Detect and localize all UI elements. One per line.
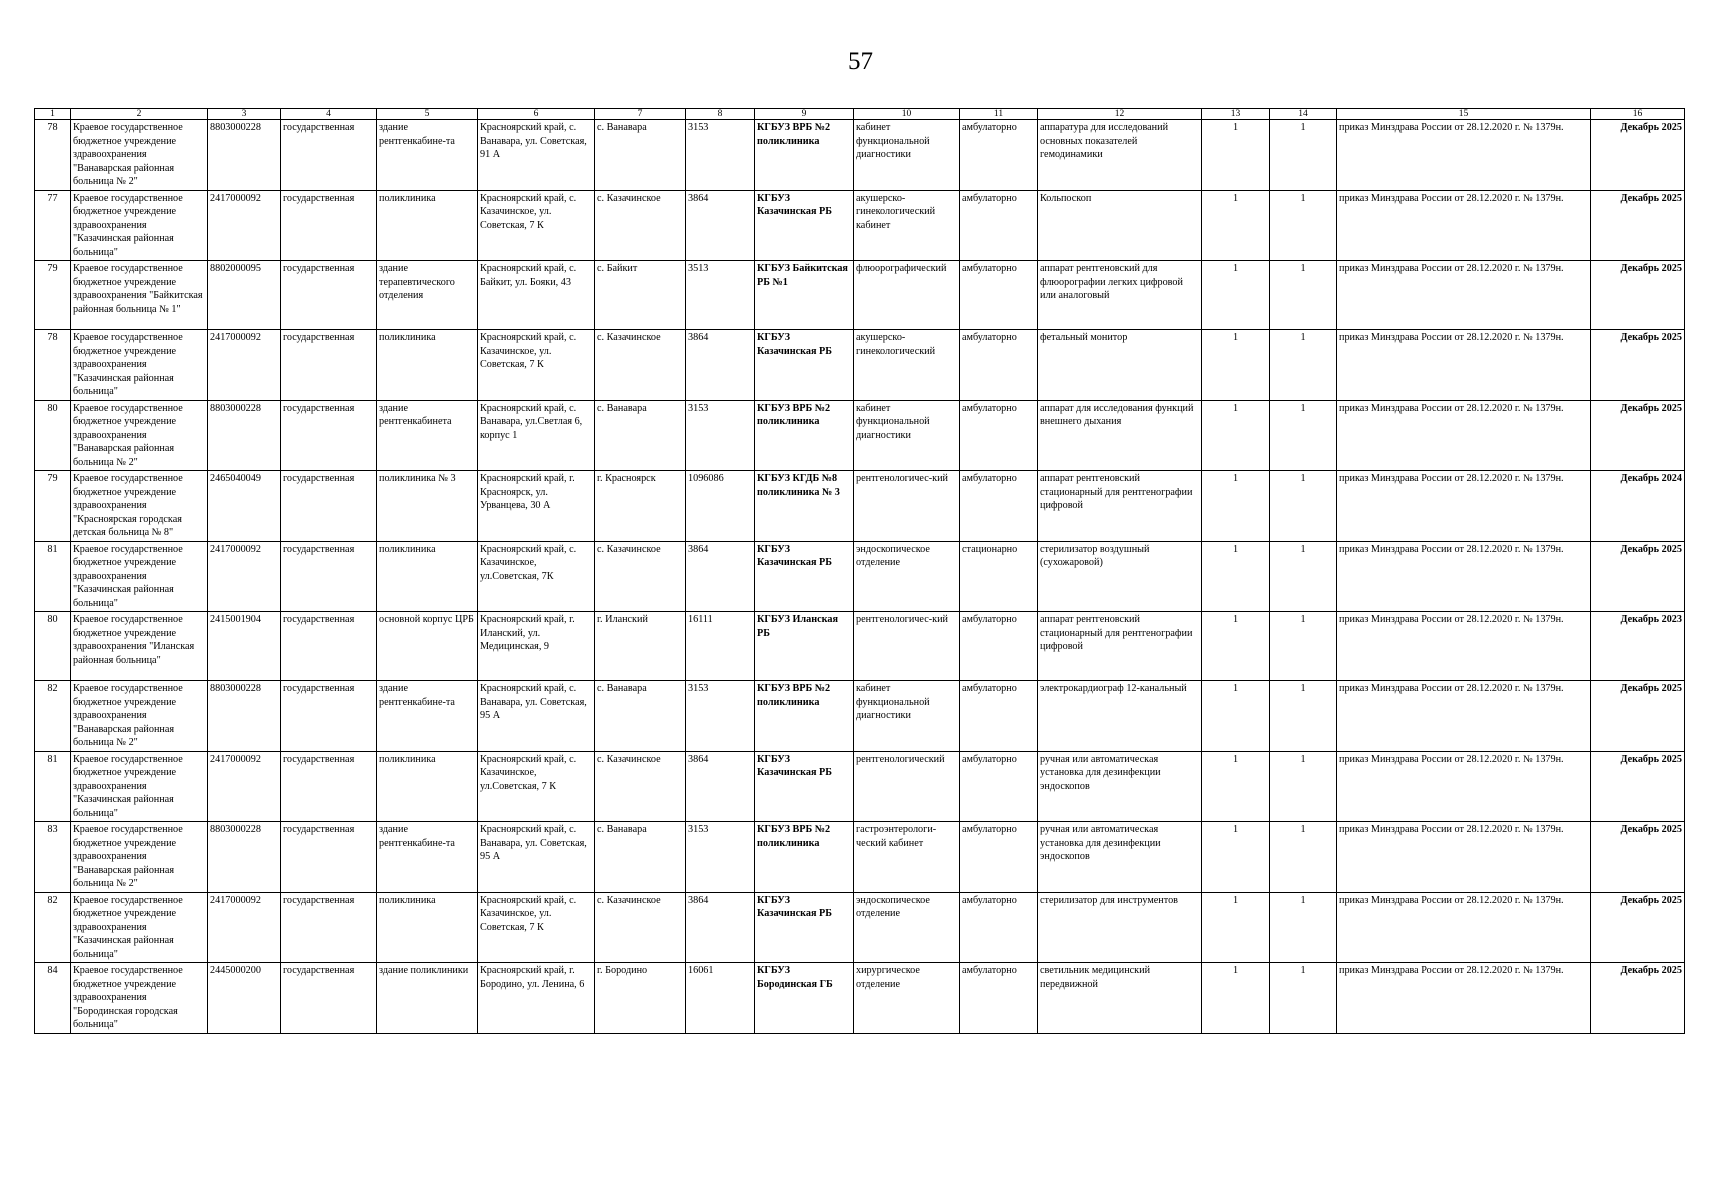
regulation-cell: приказ Минздрава России от 28.12.2020 г. № 1379н. — [1337, 963, 1591, 1034]
deadline-cell: Декабрь 2025 — [1591, 190, 1685, 261]
equipment-cell: ручная или автоматическая установка для дезинфекции эндоскопов — [1038, 751, 1202, 822]
quantity-14-cell: 1 — [1270, 822, 1337, 893]
quantity-13-cell: 1 — [1202, 963, 1270, 1034]
column-number-header — [35, 109, 1685, 120]
deadline-cell: Декабрь 2024 — [1591, 471, 1685, 542]
facility-cell: КГБУЗ ВРБ №2 поликлиника — [755, 120, 854, 191]
settlement-cell: с. Казачинское — [595, 190, 686, 261]
equipment-cell: аппарат рентгеновский стационарный для рентгенографии цифровой — [1038, 612, 1202, 681]
equipment-cell: аппарат для исследования функций внешнего дыхания — [1038, 400, 1202, 471]
ownership-form-cell: государственная — [281, 822, 377, 893]
care-type-cell: амбулаторно — [960, 330, 1038, 401]
quantity-14-cell: 1 — [1270, 681, 1337, 752]
facility-cell: КГБУЗ Казачинская РБ — [755, 751, 854, 822]
equipment-cell: аппарат рентгеновский для флюорографии легких цифровой или аналоговый — [1038, 261, 1202, 330]
ownership-form-cell: государственная — [281, 751, 377, 822]
column-number-2: 2 — [71, 109, 208, 120]
inn-code-cell: 8803000228 — [208, 400, 281, 471]
column-number-10: 10 — [854, 109, 960, 120]
department-cell: хирургическое отделение — [854, 963, 960, 1034]
facility-cell: КГБУЗ КГДБ №8 поликлиника № 3 — [755, 471, 854, 542]
settlement-cell: с. Казачинское — [595, 892, 686, 963]
inn-code-cell: 2417000092 — [208, 190, 281, 261]
table-row — [35, 330, 1685, 401]
ownership-form-cell: государственная — [281, 120, 377, 191]
row-number-cell: 82 — [35, 892, 71, 963]
department-cell: акушерско-гинекологический кабинет — [854, 190, 960, 261]
address-cell: Красноярский край, с. Ванавара, ул. Советская, 91 А — [478, 120, 595, 191]
table-row — [35, 751, 1685, 822]
deadline-cell: Декабрь 2025 — [1591, 330, 1685, 401]
address-cell: Красноярский край, с. Казачинское, ул.Советская, 7 К — [478, 751, 595, 822]
address-cell: Красноярский край, с. Ванавара, ул. Советская, 95 А — [478, 822, 595, 893]
quantity-13-cell: 1 — [1202, 261, 1270, 330]
row-number-cell: 80 — [35, 400, 71, 471]
regulation-cell: приказ Минздрава России от 28.12.2020 г. № 1379н. — [1337, 471, 1591, 542]
settlement-cell: г. Иланский — [595, 612, 686, 681]
inn-code-cell: 8803000228 — [208, 822, 281, 893]
building-name-cell: здание терапевтического отделения — [377, 261, 478, 330]
row-number-cell: 78 — [35, 120, 71, 191]
building-name-cell: здание рентгенкабине-та — [377, 120, 478, 191]
inn-code-cell: 8802000095 — [208, 261, 281, 330]
settlement-cell: г. Бородино — [595, 963, 686, 1034]
facility-cell: КГБУЗ Казачинская РБ — [755, 892, 854, 963]
ownership-form-cell: государственная — [281, 892, 377, 963]
column-number-16: 16 — [1591, 109, 1685, 120]
deadline-cell: Декабрь 2023 — [1591, 612, 1685, 681]
ownership-form-cell: государственная — [281, 681, 377, 752]
facility-cell: КГБУЗ Байкитская РБ №1 — [755, 261, 854, 330]
row-number-cell: 82 — [35, 681, 71, 752]
quantity-13-cell: 1 — [1202, 400, 1270, 471]
organization-name-cell: Краевое государственное бюджетное учреждение здравоохранения "Ванаварская районная больница № 2" — [71, 681, 208, 752]
regulation-cell: приказ Минздрава России от 28.12.2020 г. № 1379н. — [1337, 892, 1591, 963]
ownership-form-cell: государственная — [281, 541, 377, 612]
settlement-cell: с. Байкит — [595, 261, 686, 330]
inn-code-cell: 2417000092 — [208, 541, 281, 612]
column-number-14: 14 — [1270, 109, 1337, 120]
ownership-form-cell: государственная — [281, 963, 377, 1034]
quantity-14-cell: 1 — [1270, 330, 1337, 401]
column-number-9: 9 — [755, 109, 854, 120]
population-cell: 16111 — [686, 612, 755, 681]
care-type-cell: амбулаторно — [960, 612, 1038, 681]
address-cell: Красноярский край, с. Казачинское, ул. Советская, 7 К — [478, 330, 595, 401]
ownership-form-cell: государственная — [281, 190, 377, 261]
building-name-cell: поликлиника — [377, 330, 478, 401]
table-row — [35, 471, 1685, 542]
table-row — [35, 963, 1685, 1034]
page-number: 57 — [848, 48, 873, 75]
deadline-cell: Декабрь 2025 — [1591, 120, 1685, 191]
quantity-13-cell: 1 — [1202, 330, 1270, 401]
settlement-cell: с. Казачинское — [595, 330, 686, 401]
column-number-3: 3 — [208, 109, 281, 120]
deadline-cell: Декабрь 2025 — [1591, 400, 1685, 471]
quantity-14-cell: 1 — [1270, 612, 1337, 681]
regulation-cell: приказ Минздрава России от 28.12.2020 г. № 1379н. — [1337, 822, 1591, 893]
column-number-12: 12 — [1038, 109, 1202, 120]
table-row — [35, 190, 1685, 261]
care-type-cell: амбулаторно — [960, 751, 1038, 822]
settlement-cell: с. Ванавара — [595, 400, 686, 471]
building-name-cell: основной корпус ЦРБ — [377, 612, 478, 681]
column-number-8: 8 — [686, 109, 755, 120]
column-number-6: 6 — [478, 109, 595, 120]
settlement-cell: с. Ванавара — [595, 120, 686, 191]
deadline-cell: Декабрь 2025 — [1591, 751, 1685, 822]
building-name-cell: поликлиника — [377, 190, 478, 261]
deadline-cell: Декабрь 2025 — [1591, 963, 1685, 1034]
ownership-form-cell: государственная — [281, 471, 377, 542]
quantity-14-cell: 1 — [1270, 751, 1337, 822]
table-row — [35, 400, 1685, 471]
department-cell: рентгенологичес-кий — [854, 612, 960, 681]
column-number-15: 15 — [1337, 109, 1591, 120]
table-row — [35, 892, 1685, 963]
address-cell: Красноярский край, с. Ванавара, ул.Светлая 6, корпус 1 — [478, 400, 595, 471]
regulation-cell: приказ Минздрава России от 28.12.2020 г. № 1379н. — [1337, 681, 1591, 752]
address-cell: Красноярский край, г. Красноярск, ул. Урванцева, 30 А — [478, 471, 595, 542]
care-type-cell: амбулаторно — [960, 681, 1038, 752]
settlement-cell: с. Казачинское — [595, 751, 686, 822]
quantity-14-cell: 1 — [1270, 892, 1337, 963]
department-cell: рентгенологический — [854, 751, 960, 822]
row-number-cell: 79 — [35, 261, 71, 330]
population-cell: 3864 — [686, 190, 755, 261]
care-type-cell: амбулаторно — [960, 400, 1038, 471]
regulation-cell: приказ Минздрава России от 28.12.2020 г. № 1379н. — [1337, 541, 1591, 612]
column-number-11: 11 — [960, 109, 1038, 120]
inn-code-cell: 2445000200 — [208, 963, 281, 1034]
ownership-form-cell: государственная — [281, 330, 377, 401]
building-name-cell: поликлиника № 3 — [377, 471, 478, 542]
building-name-cell: поликлиника — [377, 751, 478, 822]
deadline-cell: Декабрь 2025 — [1591, 822, 1685, 893]
facility-cell: КГБУЗ Иланская РБ — [755, 612, 854, 681]
row-number-cell: 77 — [35, 190, 71, 261]
table-row — [35, 822, 1685, 893]
organization-name-cell: Краевое государственное бюджетное учреждение здравоохранения "Казачинская районная больница" — [71, 190, 208, 261]
table-row — [35, 261, 1685, 330]
quantity-13-cell: 1 — [1202, 822, 1270, 893]
department-cell: флюорографический — [854, 261, 960, 330]
organization-name-cell: Краевое государственное бюджетное учреждение здравоохранения "Красноярская городская детская больница № 8" — [71, 471, 208, 542]
column-number-13: 13 — [1202, 109, 1270, 120]
deadline-cell: Декабрь 2025 — [1591, 892, 1685, 963]
facility-cell: КГБУЗ Казачинская РБ — [755, 541, 854, 612]
equipment-cell: ручная или автоматическая установка для дезинфекции эндоскопов — [1038, 822, 1202, 893]
row-number-cell: 79 — [35, 471, 71, 542]
column-number-4: 4 — [281, 109, 377, 120]
department-cell: эндоскопическое отделение — [854, 541, 960, 612]
equipment-cell: электрокардиограф 12-канальный — [1038, 681, 1202, 752]
regulation-cell: приказ Минздрава России от 28.12.2020 г. № 1379н. — [1337, 120, 1591, 191]
column-number-7: 7 — [595, 109, 686, 120]
inn-code-cell: 2415001904 — [208, 612, 281, 681]
quantity-14-cell: 1 — [1270, 190, 1337, 261]
organization-name-cell: Краевое государственное бюджетное учреждение здравоохранения "Бородинская городская больница" — [71, 963, 208, 1034]
settlement-cell: г. Красноярск — [595, 471, 686, 542]
building-name-cell: здание рентгенкабинета — [377, 400, 478, 471]
organization-name-cell: Краевое государственное бюджетное учреждение здравоохранения "Ванаварская районная больница № 2" — [71, 822, 208, 893]
organization-name-cell: Краевое государственное бюджетное учреждение здравоохранения "Казачинская районная больница" — [71, 330, 208, 401]
care-type-cell: амбулаторно — [960, 120, 1038, 191]
quantity-13-cell: 1 — [1202, 892, 1270, 963]
equipment-cell: стерилизатор воздушный (сухожаровой) — [1038, 541, 1202, 612]
organization-name-cell: Краевое государственное бюджетное учреждение здравоохранения "Казачинская районная больница" — [71, 541, 208, 612]
organization-name-cell: Краевое государственное бюджетное учреждение здравоохранения "Байкитская районная больница № 1" — [71, 261, 208, 330]
facility-cell: КГБУЗ Бородинская ГБ — [755, 963, 854, 1034]
building-name-cell: поликлиника — [377, 892, 478, 963]
quantity-13-cell: 1 — [1202, 120, 1270, 191]
address-cell: Красноярский край, с. Казачинское, ул.Советская, 7К — [478, 541, 595, 612]
table-row — [35, 612, 1685, 681]
deadline-cell: Декабрь 2025 — [1591, 681, 1685, 752]
population-cell: 3153 — [686, 681, 755, 752]
ownership-form-cell: государственная — [281, 261, 377, 330]
settlement-cell: с. Казачинское — [595, 541, 686, 612]
care-type-cell: стационарно — [960, 541, 1038, 612]
care-type-cell: амбулаторно — [960, 892, 1038, 963]
inn-code-cell: 8803000228 — [208, 120, 281, 191]
address-cell: Красноярский край, г. Иланский, ул. Медицинская, 9 — [478, 612, 595, 681]
population-cell: 3153 — [686, 400, 755, 471]
quantity-13-cell: 1 — [1202, 471, 1270, 542]
equipment-cell: аппаратура для исследований основных показателей гемодинамики — [1038, 120, 1202, 191]
deadline-cell: Декабрь 2025 — [1591, 261, 1685, 330]
organization-name-cell: Краевое государственное бюджетное учреждение здравоохранения "Иланская районная больница" — [71, 612, 208, 681]
building-name-cell: здание рентгенкабине-та — [377, 822, 478, 893]
building-name-cell: поликлиника — [377, 541, 478, 612]
quantity-14-cell: 1 — [1270, 261, 1337, 330]
facility-cell: КГБУЗ Казачинская РБ — [755, 190, 854, 261]
organization-name-cell: Краевое государственное бюджетное учреждение здравоохранения "Ванаварская районная больница № 2" — [71, 400, 208, 471]
department-cell: кабинет функциональной диагностики — [854, 400, 960, 471]
regulation-cell: приказ Минздрава России от 28.12.2020 г. № 1379н. — [1337, 261, 1591, 330]
department-cell: рентгенологичес-кий — [854, 471, 960, 542]
care-type-cell: амбулаторно — [960, 963, 1038, 1034]
population-cell: 3864 — [686, 751, 755, 822]
deadline-cell: Декабрь 2025 — [1591, 541, 1685, 612]
equipment-cell: фетальный монитор — [1038, 330, 1202, 401]
quantity-13-cell: 1 — [1202, 681, 1270, 752]
quantity-14-cell: 1 — [1270, 963, 1337, 1034]
department-cell: гастроэнтерологи-ческий кабинет — [854, 822, 960, 893]
organization-name-cell: Краевое государственное бюджетное учреждение здравоохранения "Казачинская районная больница" — [71, 892, 208, 963]
column-number-1: 1 — [35, 109, 71, 120]
address-cell: Красноярский край, г. Бородино, ул. Ленина, 6 — [478, 963, 595, 1034]
facility-cell: КГБУЗ ВРБ №2 поликлиника — [755, 400, 854, 471]
quantity-13-cell: 1 — [1202, 612, 1270, 681]
facility-cell: КГБУЗ ВРБ №2 поликлиника — [755, 822, 854, 893]
care-type-cell: амбулаторно — [960, 822, 1038, 893]
population-cell: 16061 — [686, 963, 755, 1034]
facility-cell: КГБУЗ Казачинская РБ — [755, 330, 854, 401]
quantity-14-cell: 1 — [1270, 400, 1337, 471]
regulation-cell: приказ Минздрава России от 28.12.2020 г. № 1379н. — [1337, 330, 1591, 401]
equipment-cell: аппарат рентгеновский стационарный для рентгенографии цифровой — [1038, 471, 1202, 542]
table-row — [35, 681, 1685, 752]
registry-table — [34, 108, 1685, 1034]
population-cell: 3864 — [686, 892, 755, 963]
inn-code-cell: 2465040049 — [208, 471, 281, 542]
column-number-5: 5 — [377, 109, 478, 120]
department-cell: акушерско-гинекологический — [854, 330, 960, 401]
row-number-cell: 83 — [35, 822, 71, 893]
care-type-cell: амбулаторно — [960, 190, 1038, 261]
facility-cell: КГБУЗ ВРБ №2 поликлиника — [755, 681, 854, 752]
quantity-14-cell: 1 — [1270, 471, 1337, 542]
care-type-cell: амбулаторно — [960, 261, 1038, 330]
inn-code-cell: 2417000092 — [208, 330, 281, 401]
population-cell: 1096086 — [686, 471, 755, 542]
regulation-cell: приказ Минздрава России от 28.12.2020 г. № 1379н. — [1337, 190, 1591, 261]
row-number-cell: 81 — [35, 751, 71, 822]
row-number-cell: 78 — [35, 330, 71, 401]
population-cell: 3153 — [686, 822, 755, 893]
table-row — [35, 541, 1685, 612]
address-cell: Красноярский край, с. Казачинское, ул. Советская, 7 К — [478, 892, 595, 963]
building-name-cell: здание поликлиники — [377, 963, 478, 1034]
building-name-cell: здание рентгенкабине-та — [377, 681, 478, 752]
care-type-cell: амбулаторно — [960, 471, 1038, 542]
equipment-cell: светильник медицинский передвижной — [1038, 963, 1202, 1034]
settlement-cell: с. Ванавара — [595, 822, 686, 893]
row-number-cell: 81 — [35, 541, 71, 612]
equipment-cell: Кольпоскоп — [1038, 190, 1202, 261]
quantity-13-cell: 1 — [1202, 541, 1270, 612]
address-cell: Красноярский край, с. Казачинское, ул. Советская, 7 К — [478, 190, 595, 261]
population-cell: 3864 — [686, 330, 755, 401]
quantity-13-cell: 1 — [1202, 751, 1270, 822]
population-cell: 3153 — [686, 120, 755, 191]
inn-code-cell: 8803000228 — [208, 681, 281, 752]
quantity-13-cell: 1 — [1202, 190, 1270, 261]
row-number-cell: 84 — [35, 963, 71, 1034]
equipment-cell: стерилизатор для инструментов — [1038, 892, 1202, 963]
address-cell: Красноярский край, с. Ванавара, ул. Советская, 95 А — [478, 681, 595, 752]
address-cell: Красноярский край, с. Байкит, ул. Бояки, 43 — [478, 261, 595, 330]
regulation-cell: приказ Минздрава России от 28.12.2020 г. № 1379н. — [1337, 612, 1591, 681]
settlement-cell: с. Ванавара — [595, 681, 686, 752]
department-cell: кабинет функциональной диагностики — [854, 681, 960, 752]
regulation-cell: приказ Минздрава России от 28.12.2020 г. № 1379н. — [1337, 751, 1591, 822]
department-cell: кабинет функциональной диагностики — [854, 120, 960, 191]
population-cell: 3513 — [686, 261, 755, 330]
inn-code-cell: 2417000092 — [208, 892, 281, 963]
quantity-14-cell: 1 — [1270, 541, 1337, 612]
organization-name-cell: Краевое государственное бюджетное учреждение здравоохранения "Казачинская районная больница" — [71, 751, 208, 822]
table-body — [35, 120, 1685, 1034]
quantity-14-cell: 1 — [1270, 120, 1337, 191]
row-number-cell: 80 — [35, 612, 71, 681]
regulation-cell: приказ Минздрава России от 28.12.2020 г. № 1379н. — [1337, 400, 1591, 471]
organization-name-cell: Краевое государственное бюджетное учреждение здравоохранения "Ванаварская районная больница № 2" — [71, 120, 208, 191]
population-cell: 3864 — [686, 541, 755, 612]
table-row — [35, 120, 1685, 191]
ownership-form-cell: государственная — [281, 612, 377, 681]
ownership-form-cell: государственная — [281, 400, 377, 471]
department-cell: эндоскопическое отделение — [854, 892, 960, 963]
inn-code-cell: 2417000092 — [208, 751, 281, 822]
